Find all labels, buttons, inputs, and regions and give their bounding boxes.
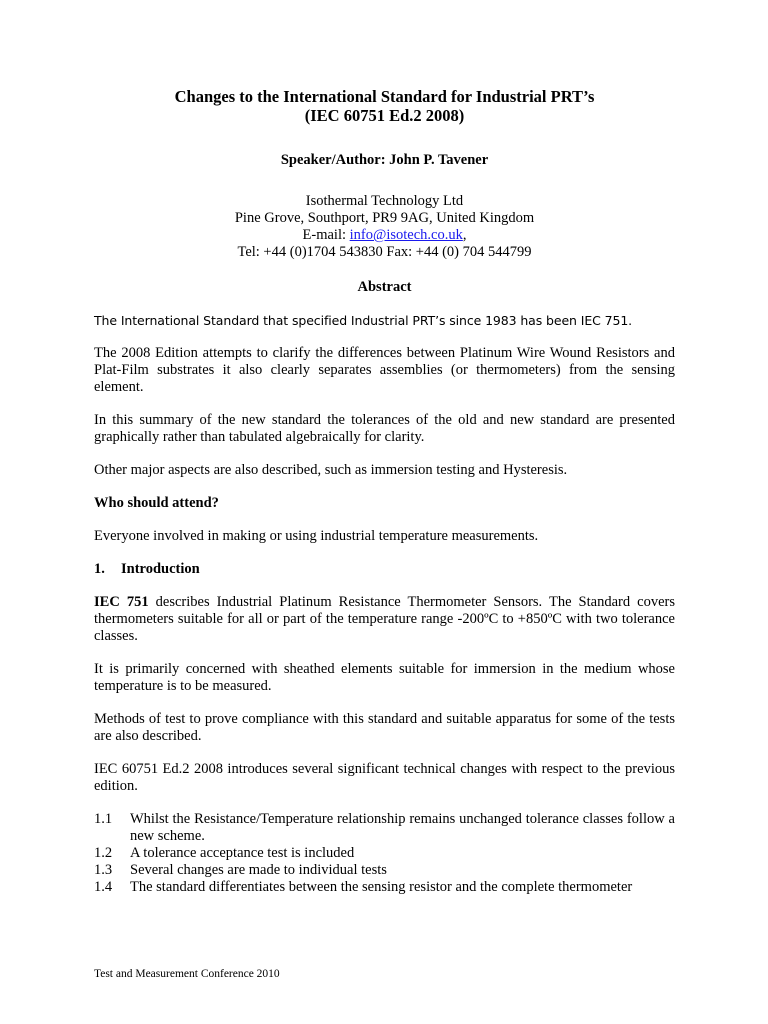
list-item-text: The standard differentiates between the sensing resistor and the complete thermometer <box>130 879 633 895</box>
intro-paragraph-1 <box>94 594 675 645</box>
changes-list <box>94 811 675 896</box>
abstract-paragraph-1: The International Standard that specified Industrial PRT’s since 1983 has been IEC 751. <box>94 313 633 328</box>
list-item <box>94 879 675 896</box>
list-item-number: 1.4 <box>94 879 113 895</box>
paper-title <box>94 87 675 125</box>
section-number: 1. <box>94 561 105 577</box>
section-heading-introduction <box>94 561 675 578</box>
list-item-text: A tolerance acceptance test is included <box>130 845 355 861</box>
contact-block <box>94 193 675 261</box>
speaker-author: Speaker/Author: John P. Tavener <box>280 152 489 168</box>
intro-paragraph-3: Methods of test to prove compliance with this standard and suitable apparatus for some of the tests are also described. <box>94 711 675 744</box>
list-item-text: Several changes are made to individual tests <box>130 862 387 878</box>
audience-heading: Who should attend? <box>94 495 219 511</box>
abstract-paragraph-3: In this summary of the new standard the tolerances of the old and new standard are presented graphically rather than tabulated algebraically for clarity. <box>94 412 675 445</box>
intro-paragraph-1-text: describes Industrial Platinum Resistance Thermometer Sensors. The Standard covers thermometers suitable for all or part of the temperature range -200ºC to +850ºC with two tolerance classes. <box>94 594 675 644</box>
intro-paragraph-2: It is primarily concerned with sheathed elements suitable for immersion in the medium whose temperature is to be measured. <box>94 661 675 694</box>
audience-text: Everyone involved in making or using industrial temperature measurements. <box>94 528 539 544</box>
abstract-paragraph-2: The 2008 Edition attempts to clarify the differences between Platinum Wire Wound Resistors and Plat-Film substrates it also clearly separates assemblies (or thermometers) from the sensing element. <box>94 345 675 395</box>
postal-address: Pine Grove, Southport, PR9 9AG, United Kingdom <box>234 210 535 226</box>
title-line-2: (IEC 60751 Ed.2 2008) <box>304 106 465 125</box>
phone-fax-line: Tel: +44 (0)1704 543830 Fax: +44 (0) 704 544799 <box>237 244 532 260</box>
list-item-number: 1.3 <box>94 862 113 878</box>
list-item-number: 1.1 <box>94 811 113 827</box>
list-item-number: 1.2 <box>94 845 113 861</box>
list-item-text: Whilst the Resistance/Temperature relationship remains unchanged tolerance classes follow a new scheme. <box>130 811 675 844</box>
abstract-paragraph-4: Other major aspects are also described, such as immersion testing and Hysteresis. <box>94 462 568 478</box>
email-suffix: , <box>462 227 467 243</box>
email-label: E-mail: <box>302 227 350 243</box>
list-item <box>94 811 675 845</box>
document-page <box>94 87 675 896</box>
company-name: Isothermal Technology Ltd <box>305 193 464 209</box>
intro-paragraph-4: IEC 60751 Ed.2 2008 introduces several significant technical changes with respect to the previous edition. <box>94 761 675 794</box>
page-footer: Test and Measurement Conference 2010 <box>94 968 280 980</box>
abstract-heading: Abstract <box>357 279 412 295</box>
section-title: Introduction <box>121 561 200 577</box>
email-link[interactable]: info@isotech.co.uk <box>349 227 463 243</box>
title-line-1: Changes to the International Standard for Industrial PRT’s <box>174 87 595 106</box>
list-item <box>94 845 675 862</box>
intro-standard-name: IEC 751 <box>94 594 149 610</box>
list-item <box>94 862 675 879</box>
email-line <box>94 227 675 244</box>
